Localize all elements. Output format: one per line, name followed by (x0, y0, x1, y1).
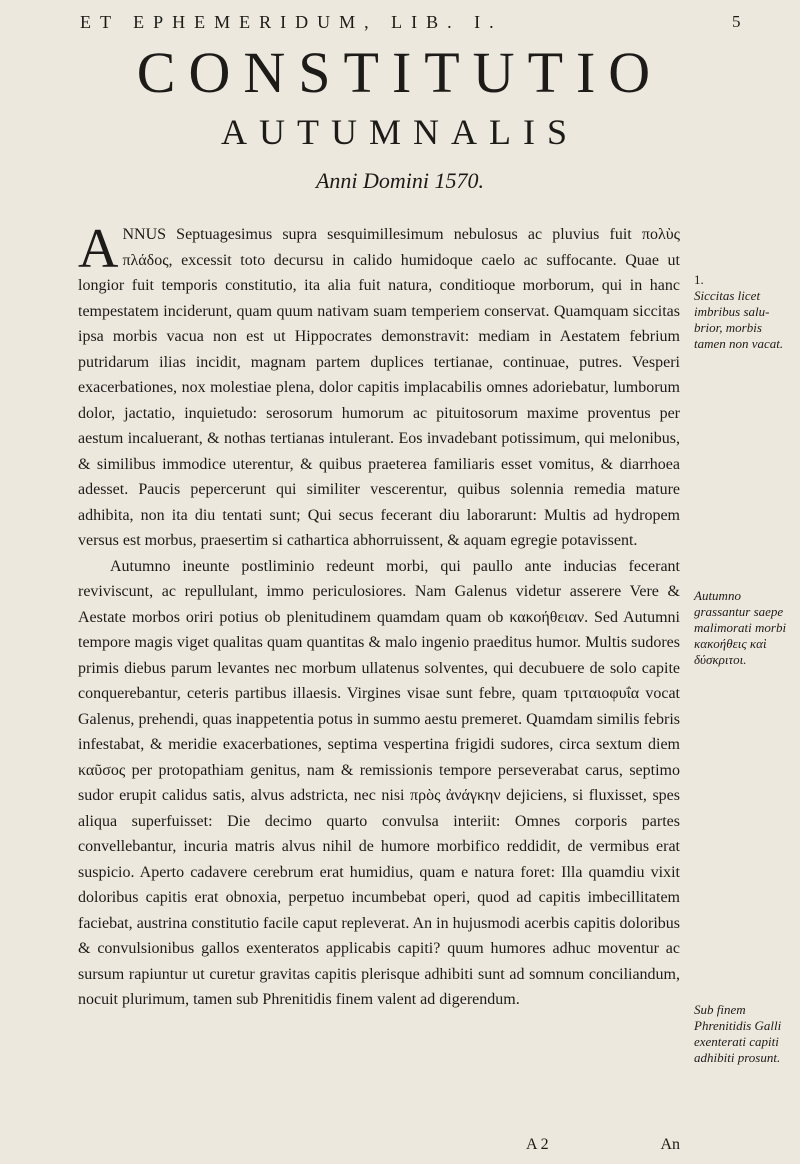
section-title: CONSTITUTIO (136, 40, 664, 105)
margin-note-text: Autumno grassantur saepe malimorati morbi κακοήθεις καὶ δύσκριτοι. (694, 588, 787, 667)
paragraph-2-text: Autumno ineunte postliminio redeunt morbi, qui paullo ante inducias fecerant reviviscunt, ac repullulant, immo periculosiores. Nam Galenus videtur asserere Vere & Aestate morbos oriri potius ob plenitudinem quamdam quam ob κακοήθειαν. Sed Autumni tempore magis viget qualitas quam quantitas & malo ingenio praeditus humor. Multis sudores primis diebus parum levantes nec morbum ullatenus solventes, qui decubuere de solo capite conquerebantur, ceteris partibus illaesis. Virgines visae sunt febre, quam τριταιοφυΐα vocat Galenus, prehendi, quas inappetentia potus in summo aestu premeret. Quamdam similis febris infestabat, & meridie exacerbationes, septima vespertina frigidi sudores, circa sextum diem καῦσος per protopathiam genitus, nam & remissionis tempore perseverabat carus, septimo sudor erupit calidus satis, alvus adstricta, nec nisi πρὸς ἀνάγκην dejiciens, si fluxisset, spes aliqua superfuisset: Die decimo quarto convulsa interiit: Omnes corporis partes convellebantur, incuria matris alvus nihil de humore morbifico reddidit, de vermibus erat suspicio. Aperto cadavere cerebrum erat humidius, quam e natura foret: Illa quamdiu vixit doloribus capitis erat obnoxia, perpetuo incumbebat operi, quod ad capitis imbecillitatem faciebat, austrina constitutio facile caput repleverat. An in hujusmodi acerbis capitis doloribus & convulsionibus gallos exenteratos applicabis capiti? quum humores adhuc moventur ac sursum rapiuntur ut curetur gravitas capitis plerisque adhibiti sunt ad somnum conciliandum, nocuit plurimum, tamen sub Phrenitidis finem valent ad digerendum. (78, 557, 680, 1008)
catchword: An (660, 1136, 680, 1153)
paragraph-1 (78, 218, 680, 554)
body-text (78, 218, 680, 1013)
margin-note-2 (694, 588, 794, 668)
running-head: ET EPHEMERIDUM, LIB. I. (80, 12, 503, 32)
drop-cap: A (78, 218, 119, 280)
paragraph-1-text: NNUS Septuagesimus supra sesquimillesimum nebulosus ac pluvius fuit πολὺς πλάδος, excessit toto decursu in calido humidoque caelo ac suffocante. Quae ut longior fuit temporis constitutio, ita alia fuit natura, conditioque morborum, qui in hanc tempestatem inciderunt, quam quum nativam suam temperiem conservat. Quamquam siccitas ipsa morbis vacua non est ut Hippocrates demonstravit: mediam in Aestatem febrium putridarum ilias incidit, magnam partem duplices tertianae, continuae, putres. Vesperi exacerbationes, nox molestiae plena, dolor capitis implacabilis omnes adoriebatur, lumborum dolor, jactatio, inquietudo: serosorum humorum ac pituitosorum maxime proventus per aestum incaluerant, & nothas tertianas intulerant. Eos invadebant potissimum, qui melonibus, & similibus immodice uterentur, & quibus praeterea familiaris esset vomitus, & diarrhoea adesset. Paucis pepercerunt qui similiter vescerentur, quibus solennia remedia mature adhibita, non ita diu tentati sunt; Qui secus fecerant diu laborarunt: Multis ad hydropem versus est morbus, praesertim si cathartica abhorruissent, & aquam egregie potavissent. (78, 226, 680, 549)
page-number: 5 (732, 12, 741, 31)
year-line: Anni Domini 1570. (315, 168, 485, 193)
margin-note-3 (694, 1002, 794, 1066)
paragraph-2 (78, 554, 680, 1013)
margin-note-text: Sub finem Phrenitidis Galli exenterati capiti adhibiti prosunt. (694, 1002, 782, 1065)
margin-note-number: 1. (694, 272, 704, 287)
margin-note-text: Siccitas licet imbribus salu-brior, morbis tamen non vacat. (694, 288, 784, 351)
margin-note-1 (694, 272, 794, 352)
signature-mark: A 2 (526, 1136, 549, 1153)
section-subtitle: AUTUMNALIS (221, 112, 579, 152)
